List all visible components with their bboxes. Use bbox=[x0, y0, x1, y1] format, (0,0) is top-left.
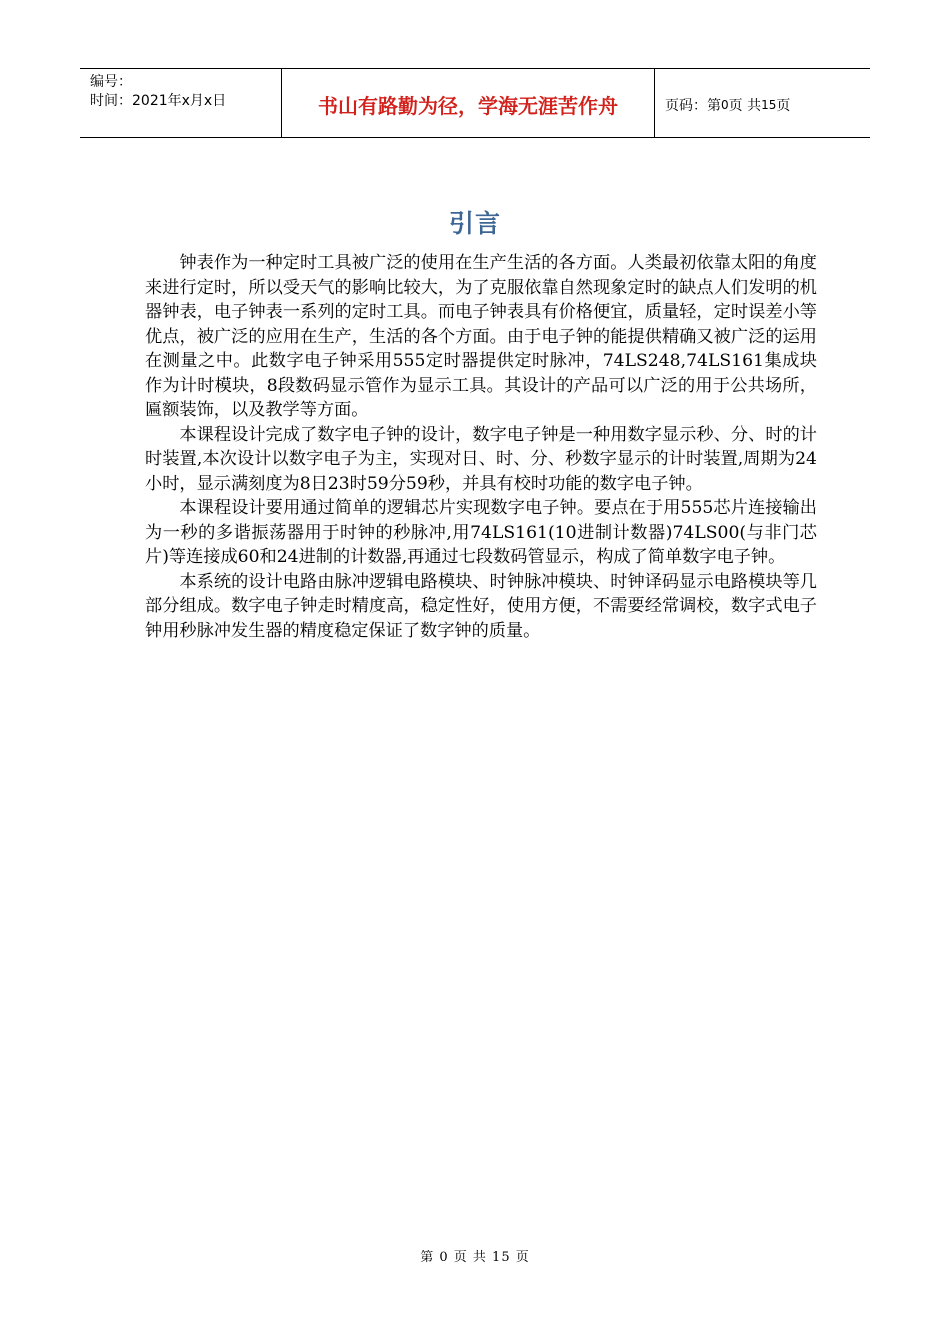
paragraph: 本系统的设计电路由脉冲逻辑电路模块、时钟脉冲模块、时钟译码显示电路模块等几部分组成。数字电子钟走时精度高，稳定性好，使用方便，不需要经常调校，数字式电子钟用秒脉冲发生器的精度稳定保证了数字钟的质量。 bbox=[145, 571, 817, 641]
page-suffix: 页 bbox=[776, 97, 791, 114]
page-current: 0 bbox=[721, 97, 729, 112]
number-label: 编号： bbox=[90, 74, 132, 90]
body-text bbox=[145, 251, 817, 643]
header-page-cell bbox=[655, 69, 870, 137]
paragraph: 本课程设计要用通过简单的逻辑芯片实现数字电子钟。要点在于用555芯片连接输出为一秒的多谐振荡器用于时钟的秒脉冲,用74LS161(10进制计数器)74LS00(与非门芯片)等连接成60和24进制的计数器,再通过七段数码管显示，构成了简单数字电子钟。 bbox=[145, 498, 817, 567]
paragraph: 本课程设计完成了数字电子钟的设计，数字电子钟是一种用数字显示秒、分、时的计时装置,本次设计以数字电子为主，实现对日、时、分、秒数字显示的计时装置,周期为24小时，显示满刻度为8日23时59分59秒，并具有校时功能的数字电子钟。 bbox=[145, 424, 817, 494]
page-footer: 第 0 页 共 15 页 bbox=[420, 1250, 530, 1265]
page-title: 引言 bbox=[448, 209, 501, 238]
header-info-cell bbox=[80, 69, 282, 137]
page-mid: 页 共 bbox=[728, 97, 762, 114]
page-total: 15 bbox=[761, 97, 777, 112]
paragraph: 钟表作为一种定时工具被广泛的使用在生产生活的各方面。人类最初依靠太阳的角度来进行定时，所以受天气的影响比较大，为了克服依靠自然现象定时的缺点人们发明的机器钟表，电子钟表一系列的定时工具。而电子钟表具有价格便宜，质量轻，定时误差小等优点，被广泛的应用在生产，生活的各个方面。由于电子钟的能提供精确又被广泛的运用在测量之中。此数字电子钟采用555定时器提供定时脉冲，74LS248,74LS161集成块作为计时模块，8段数码显示管作为显示工具。其设计的产品可以广泛的用于公共场所，匾额装饰，以及教学等方面。 bbox=[145, 253, 817, 420]
date-text: 时间：2021年x月x日 bbox=[90, 93, 227, 109]
document-header bbox=[80, 68, 870, 138]
header-motto-cell bbox=[282, 69, 655, 137]
motto-text: 书山有路勤为径，学海无涯苦作舟 bbox=[318, 94, 618, 118]
page-prefix: 页码：第 bbox=[665, 97, 721, 114]
